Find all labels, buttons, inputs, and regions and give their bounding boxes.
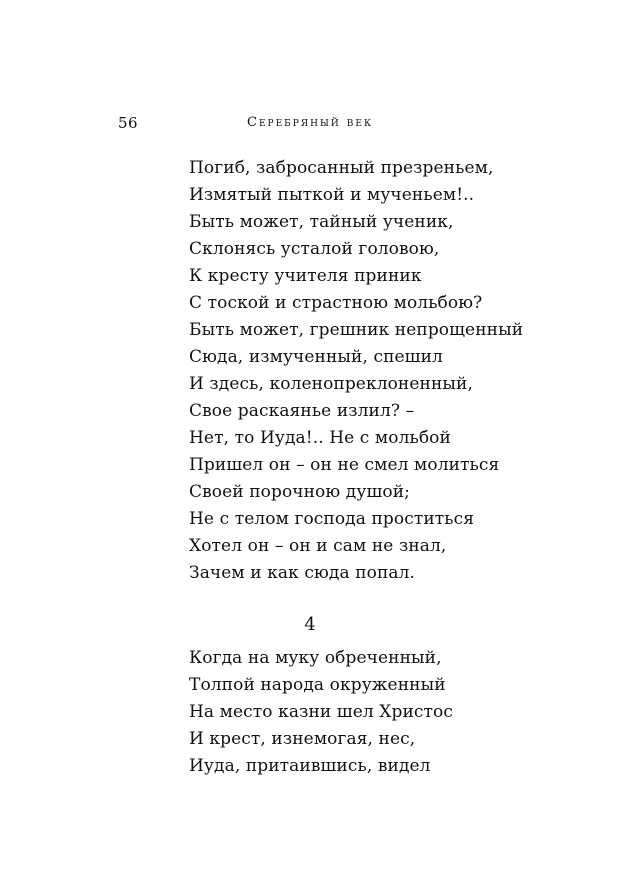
verse-line: Быть может, грешник непрощенный (189, 320, 524, 340)
verse-line: Иуда, притаившись, видел (189, 756, 431, 776)
verse-line: И крест, изнемогая, нес, (189, 729, 416, 749)
verse-line: Зачем и как сюда попал. (189, 563, 416, 583)
verse-line: Погиб, забросанный презреньем, (189, 158, 494, 178)
verse-line: К кресту учителя приник (189, 266, 422, 286)
verse-line: Быть может, тайный ученик, (189, 212, 454, 232)
verse-line: Пришел он – он не смел молиться (189, 455, 500, 475)
verse-line: Хотел он – он и сам не знал, (189, 536, 447, 556)
verse-line: Не с телом господа проститься (189, 509, 475, 529)
verse-line: Свое раскаянье излил? – (189, 401, 415, 421)
verse-line: Нет, то Иуда!.. Не с мольбой (189, 428, 451, 448)
verse-line: Когда на муку обреченный, (189, 648, 442, 668)
verse-line: И здесь, коленопреклоненный, (189, 374, 473, 394)
verse-line: Толпой народа окруженный (189, 675, 446, 695)
stanza-first (189, 155, 523, 587)
section-number: 4 (304, 614, 316, 635)
stanza-second (189, 645, 453, 780)
verse-line: На место казни шел Христос (189, 702, 453, 722)
verse-line: Своей порочною душой; (189, 482, 410, 502)
page-number: 56 (118, 114, 139, 132)
verse-line: С тоской и страстною мольбою? (189, 293, 483, 313)
running-head: Серебряный век (247, 115, 373, 130)
verse-line: Сюда, измученный, спешил (189, 347, 443, 367)
verse-line: Измятый пыткой и мученьем!.. (189, 185, 475, 205)
verse-line: Склонясь усталой головою, (189, 239, 440, 259)
